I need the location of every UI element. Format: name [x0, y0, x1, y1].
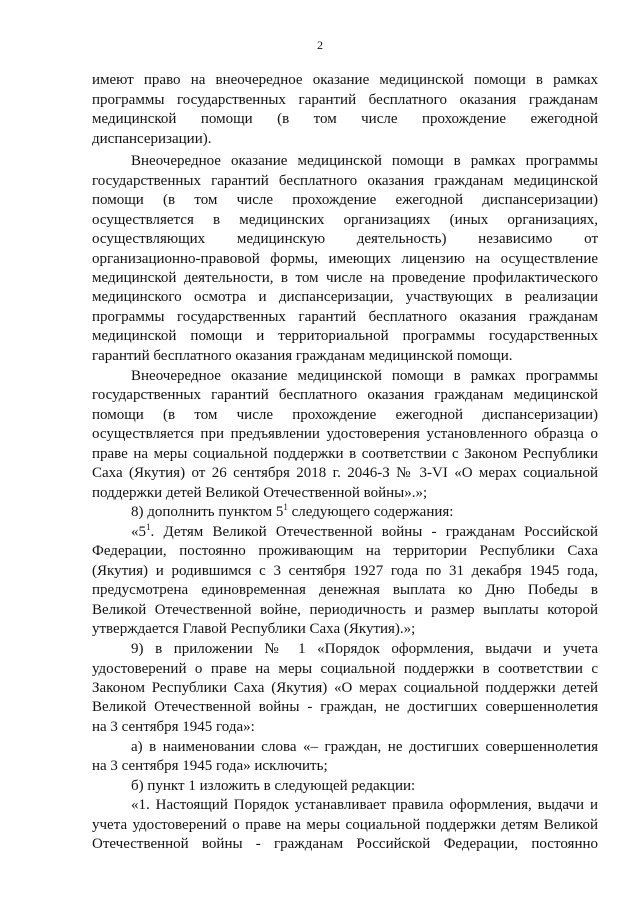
text-line: Саха (Якутия) от 26 сентября 2018 г. 2046-З № 3-VI «О мерах социальной — [92, 465, 598, 481]
text-line: Великой Отечественной войны - граждан, не достигших совершеннолетия — [92, 699, 598, 715]
text-line: а) в наименовании слова «– граждан, не достигших совершеннолетия — [131, 739, 598, 755]
text-line: на 3 сентября 1945 года» исключить; — [92, 758, 328, 774]
superscript: 1 — [283, 502, 288, 512]
text-line — [131, 503, 598, 522]
text-line: осуществляется при предъявлении удостоверения установленного образца о — [92, 426, 598, 442]
text-line: помощи (в том числе прохождение ежегодной диспансеризации) — [92, 407, 598, 423]
text-line: организационно-правовой формы, имеющих лицензию на осуществление — [92, 251, 598, 267]
text-line: медицинской помощи и территориальной программы государственных — [92, 328, 598, 344]
text-line: учета удостоверений о праве на меры социальной поддержки детям Великой — [92, 817, 598, 833]
text-fragment: следующего содержания: — [287, 504, 454, 520]
text-line: предусмотрена единовременная денежная выплата ко Дню Победы в — [92, 582, 598, 598]
text-line: «1. Настоящий Порядок устанавливает правила оформления, выдачи и — [131, 797, 598, 813]
text-line: имеют право на внеочередное оказание медицинской помощи в рамках — [92, 72, 598, 88]
superscript: 1 — [146, 522, 151, 532]
text-line: осуществляющих медицинскую деятельность) независимо от — [92, 231, 598, 247]
text-line: поддержки детей Великой Отечественной войны».»; — [92, 485, 428, 501]
text-line: Внеочередное оказание медицинской помощи в рамках программы — [131, 368, 598, 384]
text-fragment: «5 — [131, 524, 146, 540]
text-line: утверждается Главой Республики Саха (Якутия).»; — [92, 621, 416, 637]
text-line: праве на меры социальной поддержки в соответствии с Законом Республики — [92, 446, 598, 462]
text-line: Федерации, постоянно проживающим на территории Республики Саха — [92, 543, 598, 559]
page-number: 2 — [317, 38, 323, 52]
text-line: диспансеризации). — [92, 131, 212, 147]
text-fragment: . Детям Великой Отечественной войны - гражданам Российской — [150, 524, 598, 540]
text-line: Законом Республики Саха (Якутия) «О мерах социальной поддержки детей — [92, 680, 598, 696]
text-line: (Якутия) и родившимся с 3 сентября 1927 года по 31 декабря 1945 года, — [92, 563, 598, 579]
text-line: Великой Отечественной войне, периодичность и размер выплаты которой — [92, 602, 598, 618]
text-line: на 3 сентября 1945 года»: — [92, 719, 255, 735]
text-line: б) пункт 1 изложить в следующей редакции: — [131, 778, 416, 794]
text-line: Внеочередное оказание медицинской помощи в рамках программы — [131, 153, 598, 169]
text-line: программы государственных гарантий бесплатного оказания гражданам — [92, 92, 598, 108]
text-line: медицинского осмотра и диспансеризации, участвующих в реализации — [92, 289, 598, 305]
text-line: медицинской деятельности, в том числе на проведение профилактического — [92, 270, 598, 286]
text-fragment: 8) дополнить пунктом 5 — [131, 504, 284, 520]
text-line: 9) в приложении № 1 «Порядок оформления, выдачи и учета — [131, 641, 598, 657]
text-line: удостоверений о праве на меры социальной поддержки в соответствии с — [92, 661, 598, 677]
text-line: осуществляется в медицинских организациях (иных организациях, — [92, 212, 598, 228]
text-line: государственных гарантий бесплатного оказания гражданам медицинской — [92, 173, 598, 189]
text-line: государственных гарантий бесплатного оказания гражданам медицинской — [92, 387, 598, 403]
text-line — [131, 523, 598, 542]
text-line: программы государственных гарантий бесплатного оказания гражданам — [92, 309, 598, 325]
text-line: Отечественной войны - гражданам Российской Федерации, постоянно — [92, 836, 598, 852]
text-line: гарантий бесплатного оказания гражданам медицинской помощи. — [92, 348, 513, 364]
text-line: помощи (в том числе прохождение ежегодной диспансеризации) — [92, 192, 598, 208]
text-line: медицинской помощи (в том числе прохождение ежегодной — [92, 111, 598, 127]
